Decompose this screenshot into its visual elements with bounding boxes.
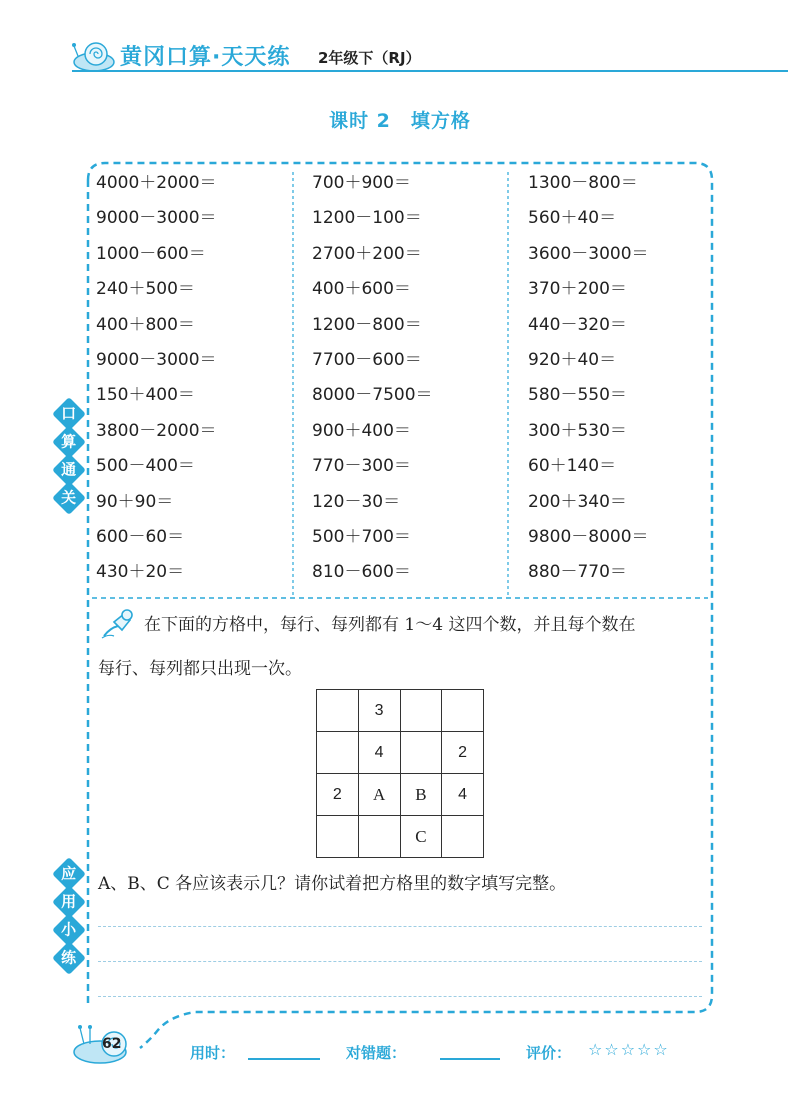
page-header [0, 0, 800, 80]
calc-item: 200＋340＝ [528, 491, 627, 512]
problem-text-line1: 在下面的方格中，每行、每列都有 1～4 这四个数，并且每个数在 [144, 615, 636, 635]
calc-item: 500－400＝ [96, 456, 195, 477]
pushpin-icon [100, 606, 138, 640]
side-tag-char: 应 [61, 864, 77, 883]
time-label: 用时： [190, 1044, 236, 1062]
calc-item: 3800－2000＝ [96, 420, 217, 441]
calc-item: 920＋40＝ [528, 349, 617, 370]
lesson-number: 课时 2 [329, 110, 391, 132]
grid-cell-b: B [400, 774, 442, 816]
question-text: A、B、C 各应该表示几？请你试着把方格里的数字填写完整。 [98, 874, 567, 894]
grid-cell [317, 690, 359, 732]
calc-column-2 [312, 166, 512, 591]
calc-item: 2700＋200＝ [312, 243, 422, 264]
answer-line[interactable] [98, 926, 702, 927]
calc-item: 430＋20＝ [96, 562, 185, 583]
calc-item: 370＋200＝ [528, 279, 627, 300]
side-tag-char: 算 [61, 432, 77, 451]
calc-item: 560＋40＝ [528, 208, 617, 229]
calc-item: 240＋500＝ [96, 279, 195, 300]
calc-item: 900＋400＝ [312, 420, 411, 441]
page-number: 62 [102, 1036, 122, 1052]
answer-line[interactable] [98, 961, 702, 962]
side-tag-char: 口 [61, 404, 77, 423]
side-tag-char: 关 [61, 488, 77, 507]
calc-item: 300＋530＝ [528, 420, 627, 441]
calc-item: 580－550＝ [528, 385, 627, 406]
header-divider [72, 70, 788, 72]
calc-item: 880－770＝ [528, 562, 627, 583]
calc-item: 1200－800＝ [312, 314, 422, 335]
grid-cell [317, 732, 359, 774]
calc-item: 500＋700＝ [312, 526, 411, 547]
calc-item: 60＋140＝ [528, 456, 617, 477]
rating-label: 评价： [526, 1044, 572, 1062]
grid-cell: 2 [442, 732, 484, 774]
calc-item: 1200－100＝ [312, 208, 422, 229]
snail-icon [72, 38, 120, 74]
calc-column-3 [528, 166, 728, 591]
calc-item: 120－30＝ [312, 491, 401, 512]
calc-item: 400＋800＝ [96, 314, 195, 335]
grid-cell-c: C [400, 816, 442, 858]
grid-cell: 4 [442, 774, 484, 816]
side-tag-char: 通 [61, 460, 77, 479]
grid-cell: 2 [317, 774, 359, 816]
side-tag-char: 练 [61, 948, 77, 967]
calc-item: 400＋600＝ [312, 279, 411, 300]
calc-item: 9800－8000＝ [528, 526, 649, 547]
corrections-label: 对错题： [346, 1044, 407, 1062]
grid-cell [400, 732, 442, 774]
grid-cell [317, 816, 359, 858]
grid-cell [358, 816, 400, 858]
calc-item: 4000＋2000＝ [96, 173, 217, 193]
side-tag-oral [57, 402, 83, 514]
calc-item: 700＋900＝ [312, 173, 411, 193]
calc-item: 150＋400＝ [96, 385, 195, 406]
calc-item: 810－600＝ [312, 562, 411, 583]
calc-column-1 [96, 166, 296, 591]
side-tag-char: 用 [61, 892, 77, 911]
calc-item: 1300－800＝ [528, 173, 638, 193]
lesson-title [0, 106, 800, 133]
side-tag-applied [57, 862, 83, 974]
time-blank[interactable] [248, 1058, 320, 1060]
calc-item: 8000－7500＝ [312, 385, 433, 406]
grid-cell [442, 690, 484, 732]
answer-line[interactable] [98, 996, 702, 997]
calc-item: 1000－600＝ [96, 243, 206, 264]
calc-item: 600－60＝ [96, 526, 185, 547]
grid-cell: 3 [358, 690, 400, 732]
grid-cell-a: A [358, 774, 400, 816]
side-tag-char: 小 [61, 920, 77, 939]
grid-cell: 4 [358, 732, 400, 774]
grid-cell [442, 816, 484, 858]
corrections-blank[interactable] [440, 1058, 500, 1060]
calc-item: 3600－3000＝ [528, 243, 649, 264]
calc-item: 770－300＝ [312, 456, 411, 477]
calc-item: 9000－3000＝ [96, 349, 217, 370]
calc-item: 9000－3000＝ [96, 208, 217, 229]
number-grid [316, 689, 484, 858]
brand-title: 黄冈口算·天天练 [120, 45, 291, 70]
grid-cell [400, 690, 442, 732]
calc-item: 440－320＝ [528, 314, 627, 335]
oral-calc-section [96, 166, 706, 596]
calc-item: 90＋90＝ [96, 491, 174, 512]
grade-label: 2年级下（RJ） [318, 49, 421, 67]
rating-stars[interactable]: ☆☆☆☆☆ [588, 1040, 670, 1059]
lesson-name: 填方格 [410, 110, 471, 132]
calc-item: 7700－600＝ [312, 349, 422, 370]
problem-text-line2: 每行、每列都只出现一次。 [98, 659, 302, 679]
